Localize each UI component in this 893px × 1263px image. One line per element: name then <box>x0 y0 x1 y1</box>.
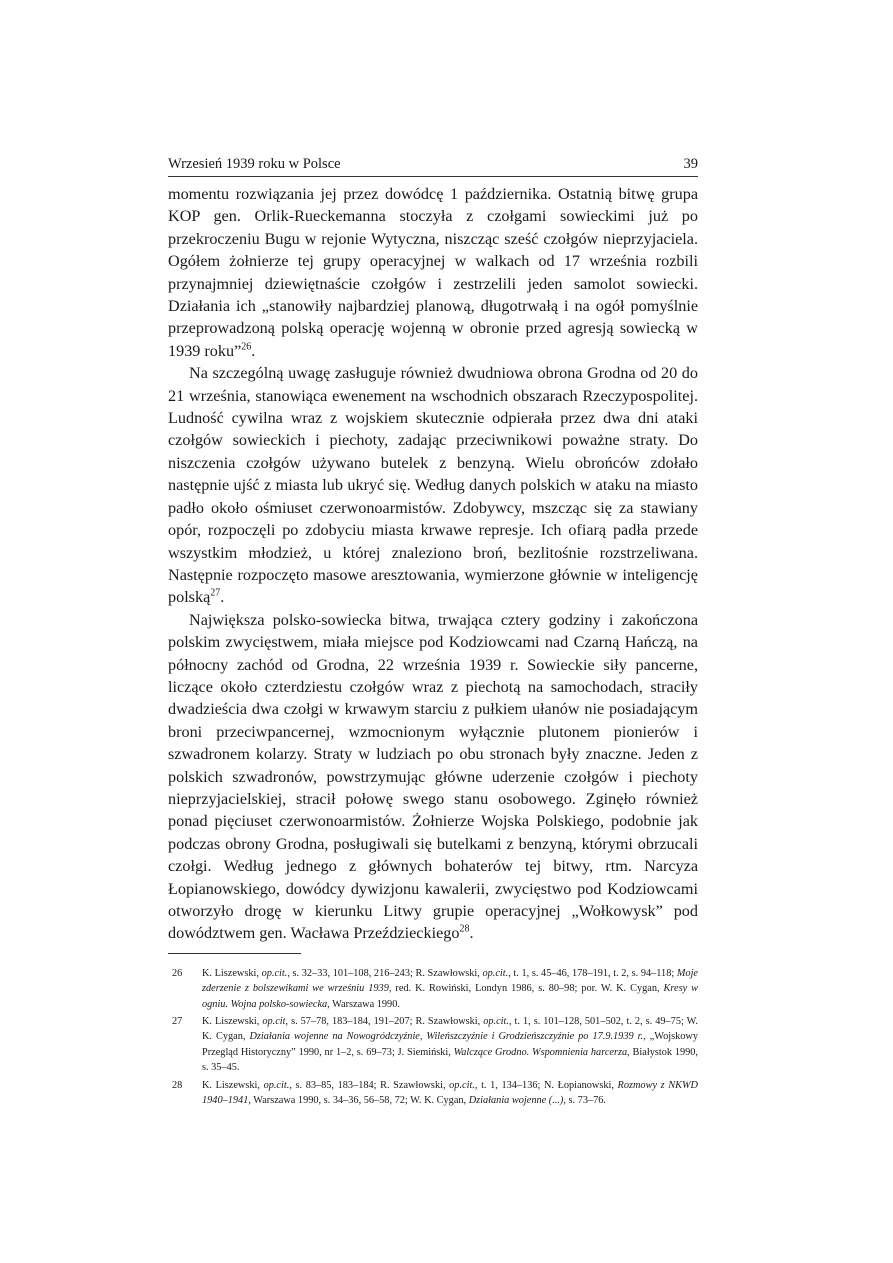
text-run: , t. 1, 134–136; N. Łopianowski, <box>474 1079 618 1091</box>
italic-text: op.cit. <box>261 967 288 979</box>
text-run: , s. 57–78, 183–184, 191–207; R. Szawłowski, <box>285 1016 484 1028</box>
text-run: , s. 83–85, 183–184; R. Szawłowski, <box>289 1079 450 1091</box>
running-head <box>168 155 698 177</box>
footnotes-section <box>168 966 698 1109</box>
page-number: 39 <box>683 156 698 172</box>
text-run: Na szczególną uwagę zasługuje również dwudniowa obrona Grodna od 20 do 21 września, stanowiąca ewenement na wschodnich obszarach Rzeczypospolitej. Ludność cywilna wraz z wojskiem skutecznie odpierała przez dwa dni ataki czołgów sowieckich i piechoty, zadając przeciwnikowi poważne straty. Do niszczenia czołgów używano butelek z benzyną. Wielu obrońców zdołało następnie ujść z miasta lub ukryć się. Według danych polskich w ataku na miasto padło około ośmiuset czerwonoarmistów. Zdobywcy, mszcząc się za stawiany opór, rozpoczęli po zdobyciu miasta krwawe represje. Ich ofiarą padła przede wszystkim młodzież, u której znaleziono broń, bezlitośnie rozstrzeliwana. Następnie rozpoczęto masowe aresztowania, wymierzone głównie w inteligencję polską <box>168 364 698 607</box>
italic-text: Rozmowy z NKWD 1940–1941 <box>202 1079 698 1107</box>
footnote-reference: 27 <box>210 587 221 599</box>
footnote-reference: 26 <box>241 341 252 353</box>
italic-text: op.cit. <box>449 1079 475 1091</box>
text-run: , Warszawa 1990. <box>327 998 400 1010</box>
text-run: . <box>469 924 474 943</box>
main-text <box>168 183 698 945</box>
italic-text: op.cit. <box>482 967 509 979</box>
text-run: , „Wojskowy Przegląd Historyczny” 1990, nr 1–2, s. 69–73; J. Siemiński, <box>202 1031 698 1058</box>
text-run: momentu rozwiązania jej przez dowódcę 1 października. Ostatnią bitwę grupa KOP gen. Orlik-Rueckemanna stoczyła z czołgami sowieckimi już po przekroczeniu Bugu w rejonie Wytyczna, niszcząc sześć czołgów nieprzyjaciela. Ogółem żołnierze tej grupy operacyjnej w walkach od 17 września rozbili przynajmniej dziewiętnaście czołgów i zestrzelili jeden samolot sowiecki. Działania ich „stanowiły najbardziej planową, długotrwałą i na ogół pomyślnie przeprowadzoną polską operację wojenną w obronie przed agresją sowiecką w 1939 roku” <box>168 185 698 360</box>
paragraph <box>168 609 698 945</box>
italic-text: Działania wojenne (...) <box>468 1095 564 1107</box>
text-run: K. Liszewski, <box>202 967 262 979</box>
footnote-divider <box>168 953 301 954</box>
text-run: . <box>251 341 256 360</box>
text-run: , Warszawa 1990, s. 34–36, 56–58, 72; W. K. Cygan, <box>248 1095 469 1107</box>
text-run: Największa polsko-sowiecka bitwa, trwająca cztery godziny i zakończona polskim zwycięstwem, miała miejsce pod Kodziowcami nad Czarną Hańczą, na północny zachód od Grodna, 22 września 1939 r. Sowieckie siły pancerne, liczące około czterdziestu czołgów wraz z piechotą na samochodach, straciły dwadzieścia dwa czołgi w krwawym starciu z pułkiem ułanów nie posiadającym broni przeciwpancernej, wzmocnionym wyłącznie plutonem pionierów i szwadronem kolarzy. Straty w ludziach po obu stronach były znaczne. Jeden z polskich szwadronów, powstrzymując główne uderzenie czołgów i piechoty nieprzyjacielskiej, stracił połowę swego stanu osobowego. Zginęło również ponad pięciuset czerwonoarmistów. Żołnierze Wojska Polskiego, podobnie jak podczas obrony Grodna, posługiwali się butelkami z benzyną, którymi obrzucali czołgi. Według jednego z głównych bohaterów tej bitwy, rtm. Narcyza Łopianowskiego, dowódcy dywizjonu kawalerii, zwycięstwo pod Kodziowcami otworzyło drogę w kierunku Litwy grupie operacyjnej „Wołkowysk” pod dowództwem gen. Wacława Przeździeckiego <box>168 610 698 943</box>
italic-text: Moje zderzenie z bolszewikami we wrześniu 1939 <box>202 967 699 995</box>
paragraph <box>168 362 698 608</box>
header-title: Wrzesień 1939 roku w Polsce <box>168 156 341 172</box>
text-run: , s. 73–76. <box>563 1095 606 1107</box>
footnote-number: 28 <box>172 1079 183 1091</box>
footnote-text <box>190 966 698 1012</box>
footnote <box>168 1014 698 1076</box>
footnote-number: 26 <box>172 967 183 979</box>
text-run: , s. 32–33, 101–108, 216–243; R. Szawłowski, <box>287 967 483 979</box>
footnote <box>168 966 698 1012</box>
italic-text: op.cit. <box>263 1079 290 1091</box>
italic-text: Walczące Grodno. Wspomnienia harcerza <box>453 1046 628 1058</box>
footnote-text <box>190 1014 698 1076</box>
italic-text: Działania wojenne na Nowogródczyźnie, Wileńszczyźnie i Grodzieńszczyźnie po 17.9.1939 r. <box>249 1031 644 1043</box>
text-run: , t. 1, s. 45–46, 178–191, t. 2, s. 94–118; <box>508 967 677 979</box>
paragraph <box>168 183 698 362</box>
text-run: . <box>220 588 225 607</box>
text-run: K. Liszewski, <box>202 1016 263 1028</box>
footnote <box>168 1078 698 1109</box>
text-run: , red. K. Rowiński, Londyn 1986, s. 80–98; por. W. K. Cygan, <box>388 983 664 995</box>
text-run: , Białystok 1990, s. 35–45. <box>202 1046 699 1074</box>
text-run: K. Liszewski, <box>202 1079 264 1091</box>
footnote-reference: 28 <box>459 924 470 936</box>
italic-text: op.cit. <box>483 1016 509 1028</box>
italic-text: Kresy w ogniu. Wojna polsko-sowiecka <box>202 983 699 1010</box>
text-run: , t. 1, s. 101–128, 501–502, t. 2, s. 49–75; W. K. Cygan, <box>202 1016 698 1043</box>
footnote-number: 27 <box>172 1016 183 1028</box>
footnote-text <box>190 1078 698 1109</box>
italic-text: op.cit <box>262 1016 286 1028</box>
document-page <box>168 155 698 1110</box>
